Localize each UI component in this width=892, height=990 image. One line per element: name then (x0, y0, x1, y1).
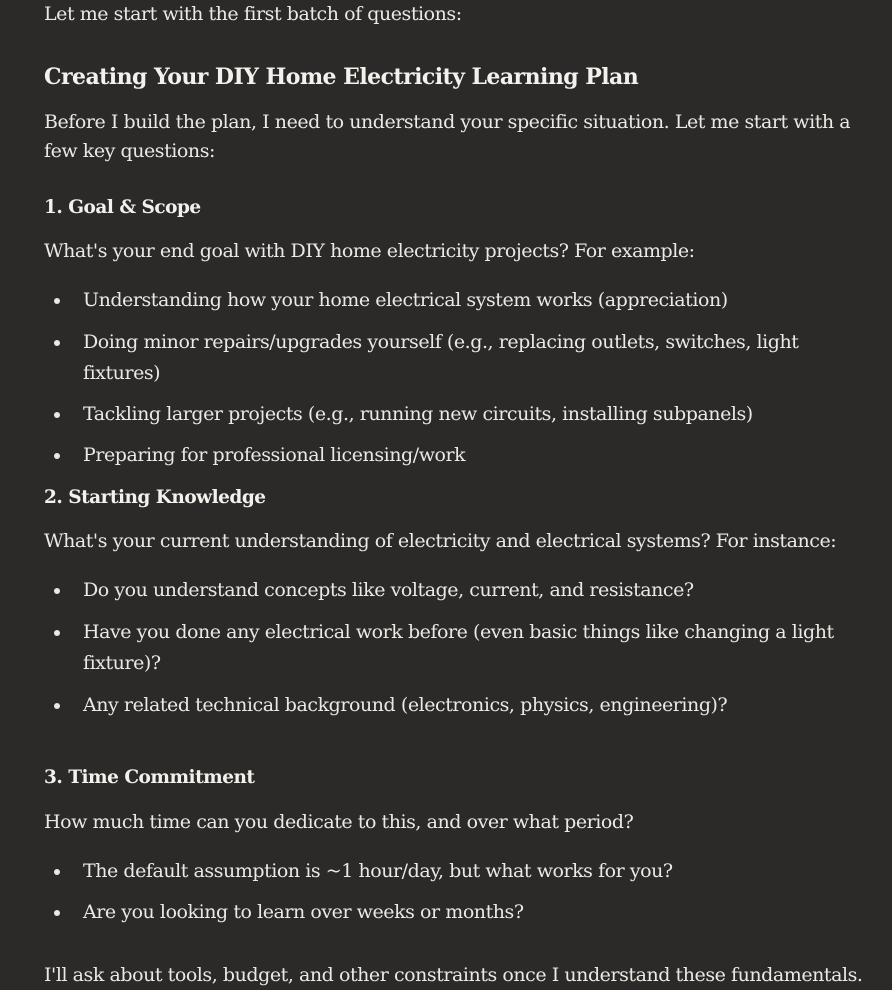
goal-scope-list (44, 285, 874, 471)
before-text: Before I build the plan, I need to understand your specific situation. Let me start with a few key questions: (44, 111, 851, 162)
time-commitment-list (44, 856, 874, 928)
list-item: Have you done any electrical work before (even basic things like changing a light fixture)? (44, 617, 874, 679)
starting-knowledge-list (44, 575, 874, 721)
plan-heading: Creating Your DIY Home Electricity Learning Plan (44, 64, 639, 90)
list-item: The default assumption is ~1 hour/day, but what works for you? (44, 856, 874, 887)
list-item: Tackling larger projects (e.g., running new circuits, installing subpanels) (44, 399, 874, 430)
section-question-time-commitment: How much time can you dedicate to this, and over what period? (44, 811, 634, 833)
list-item: Preparing for professional licensing/work (44, 440, 874, 471)
list-item: Doing minor repairs/upgrades yourself (e.g., replacing outlets, switches, light fixtures) (44, 327, 874, 389)
list-item: Are you looking to learn over weeks or months? (44, 897, 874, 928)
list-item: Any related technical background (electronics, physics, engineering)? (44, 690, 874, 721)
section-title-starting-knowledge: 2. Starting Knowledge (44, 487, 266, 508)
closing-text: I'll ask about tools, budget, and other constraints once I understand these fundamentals. (44, 964, 863, 986)
section-question-starting-knowledge: What's your current understanding of electricity and electrical systems? For instance: (44, 530, 837, 552)
section-title-goal-scope: 1. Goal & Scope (44, 197, 201, 218)
list-item: Understanding how your home electrical system works (appreciation) (44, 285, 874, 316)
section-title-time-commitment: 3. Time Commitment (44, 767, 255, 788)
list-item: Do you understand concepts like voltage, current, and resistance? (44, 575, 874, 606)
section-question-goal-scope: What's your end goal with DIY home electricity projects? For example: (44, 240, 695, 262)
intro-text: Let me start with the first batch of questions: (44, 3, 462, 25)
